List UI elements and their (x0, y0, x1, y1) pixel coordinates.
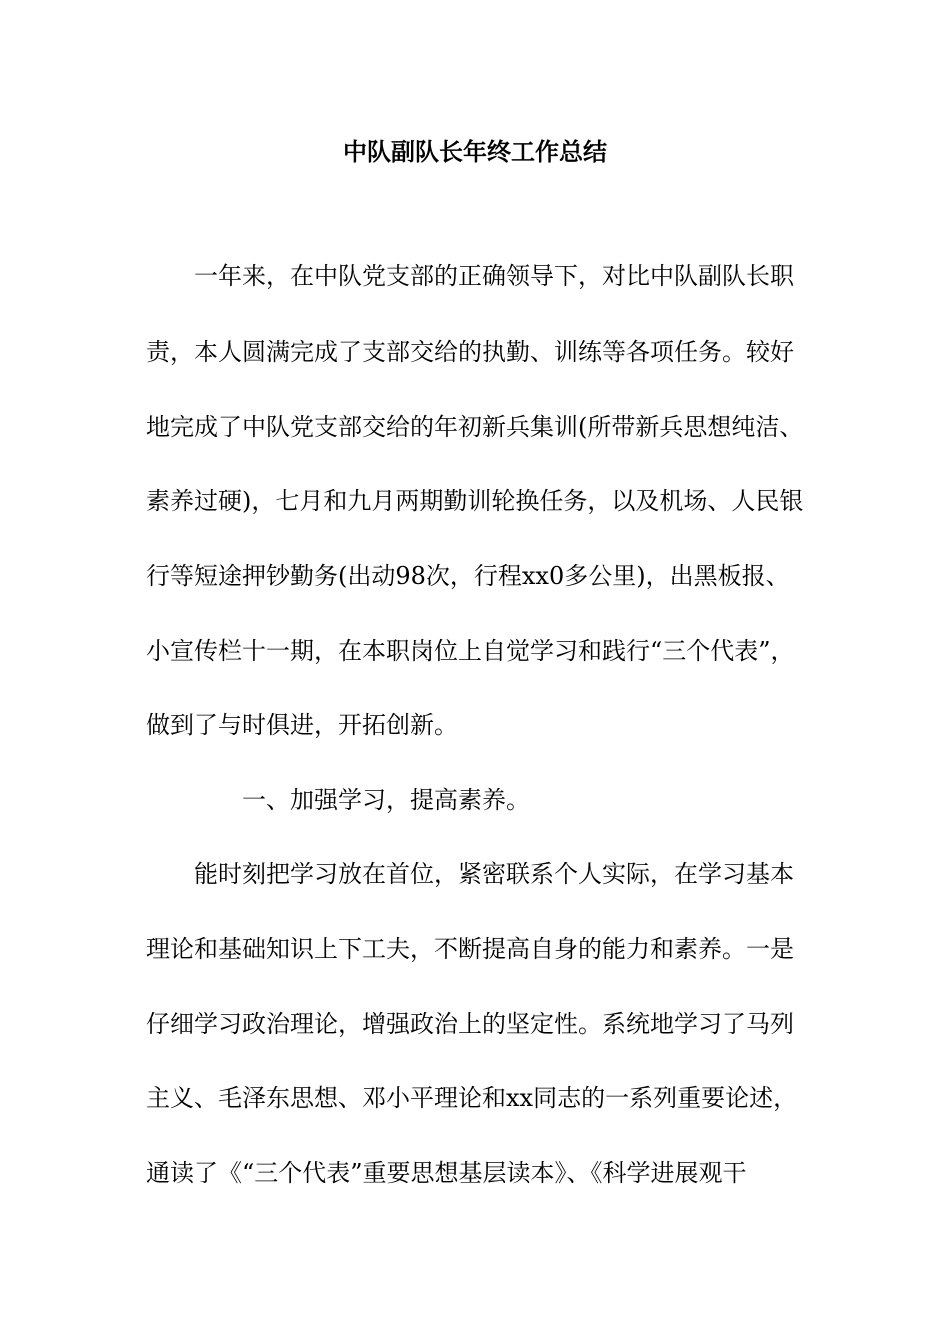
paragraph-2-line-3: 仔细学习政治理论，增强政治上的坚定性。系统地学习了马列 (146, 1010, 794, 1038)
paragraph-2-line-4: 主义、毛泽东思想、邓小平理论和xx同志的一系列重要论述， (146, 1084, 798, 1112)
paragraph-2-line-2: 理论和基础知识上下工夫，不断提高自身的能力和素养。一是 (146, 935, 794, 963)
paragraph-1-line-6: 小宣传栏十一期，在本职岗位上自觉学习和践行“三个代表”， (146, 637, 795, 665)
paragraph-2-line-5: 通读了《“三个代表”重要思想基层读本》、《科学进展观干 (146, 1159, 747, 1187)
paragraph-1-line-3: 地完成了中队党支部交给的年初新兵集训(所带新兵思想纯洁、 (146, 413, 804, 441)
paragraph-1-line-4: 素养过硬)，七月和九月两期勤训轮换任务，以及机场、人民银 (146, 487, 804, 515)
paragraph-1-line-2: 责，本人圆满完成了支部交给的执勤、训练等各项任务。较好 (146, 338, 794, 366)
document-title: 中队副队长年终工作总结 (343, 138, 607, 166)
paragraph-1-line-1: 一年来，在中队党支部的正确领导下，对比中队副队长职 (194, 262, 794, 290)
section-heading-1: 一、加强学习，提高素养。 (242, 786, 530, 814)
paragraph-1-line-7: 做到了与时俱进，开拓创新。 (146, 711, 458, 739)
paragraph-1-line-5: 行等短途押钞勤务(出动98次，行程xx0多公里)，出黑板报、 (146, 562, 790, 590)
paragraph-2-line-1: 能时刻把学习放在首位，紧密联系个人实际，在学习基本 (194, 860, 794, 888)
